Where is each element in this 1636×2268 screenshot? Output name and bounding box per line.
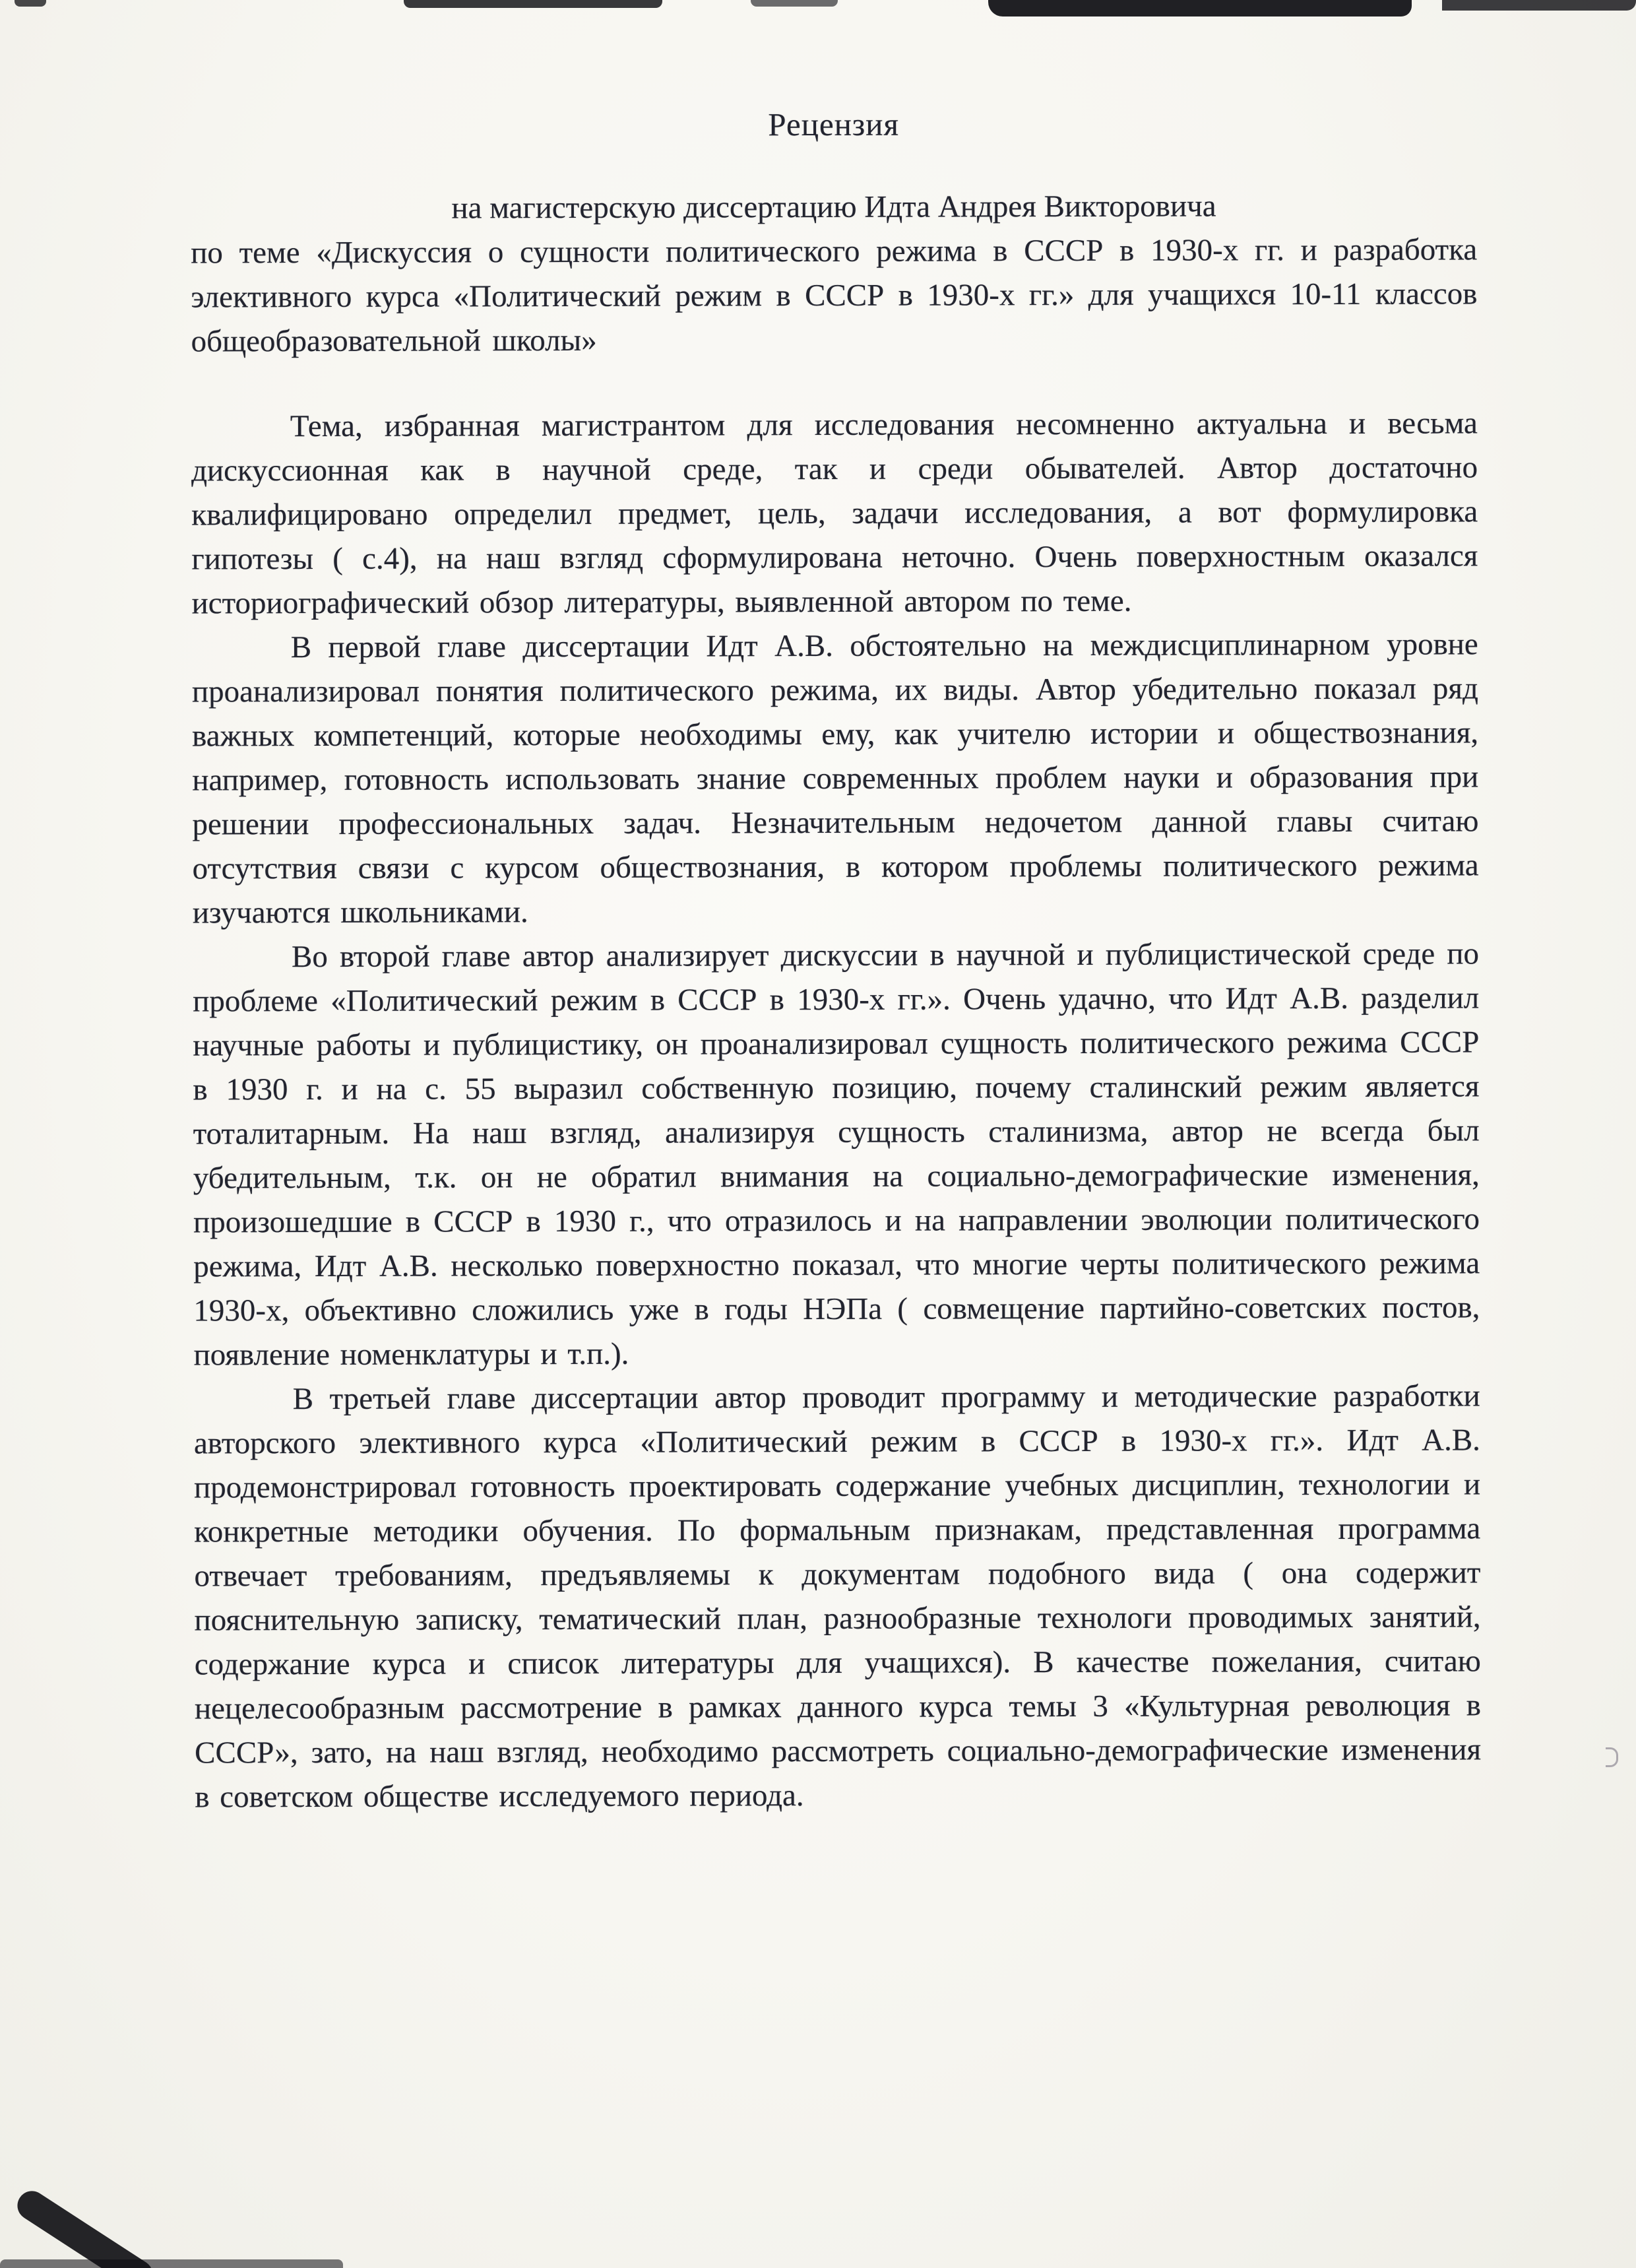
review-paragraph-3: Во второй главе автор анализирует дискуссии в научной и публицистической среде по проблеме «Политический режим в СССР в 1930-х гг.». Очень удачно, что Идт А.В. разделил научные работы и публицистику, он проанализировал сущность политического режима СССР в 1930 г. и на с. 55 выразил собственную позицию, почему сталинский режим является тоталитарным. На наш взгляд, анализируя сущность сталинизма, автор не всегда был убедительным, т.к. он не обратил внимания на социально-демографические изменения, произошедшие в СССР в 1930 г., что отразилось и на направлении эволюции политического режима, Идт А.В. несколько поверхностно показал, что многие черты политического режима 1930-х, объективно сложились уже в годы НЭПа ( совмещение партийно-советских постов, появление номенклатуры и т.п.). <box>193 936 1480 1373</box>
document-content <box>0 104 1636 1820</box>
review-paragraph-2: В первой главе диссертации Идт А.В. обстоятельно на междисциплинарном уровне проанализировал понятия политического режима, их виды. Автор убедительно показал ряд важных компетенций, которые необходимы ему, как учителю истории и обществознания, например, готовность использовать знание современных проблем науки и образования при решении профессиональных задач. Незначительным недочетом данной главы считаю отсутствия связи с курсом обществознания, в котором проблемы политического режима изучаются школьниками. <box>191 627 1479 930</box>
scan-smudge-top-left-dot <box>15 0 46 7</box>
scan-smudge-bottom-edge <box>0 2259 343 2268</box>
dedication-line: на магистерскую диссертацию Идта Андрея Викторовича <box>451 189 1216 226</box>
document-title: Рецензия <box>768 106 900 143</box>
review-paragraph-1: Тема, избранная магистрантом для исследования несомненно актуальна и весьма дискуссионная как в научной среде, так и среди обывателей. Автор достаточно квалифицировано определил предмет, цель, задачи исследования, а вот формулировка гипотезы ( с.4), на наш взгляд сформулирована неточно. Очень поверхностным оказался историографический обзор литературы, выявленной автором по теме. <box>191 406 1478 621</box>
scan-smudge-top-a <box>404 0 662 8</box>
thesis-topic-paragraph: по теме «Дискуссия о сущности политического режима в СССР в 1930-х гг. и разработка элективного курса «Политический режим в СССР в 1930-х гг.» для учащихся 10-11 классов общеобразовательной школы» <box>191 232 1478 359</box>
scan-mark-bottom-left <box>12 2186 158 2268</box>
scan-smudge-top-c <box>988 0 1412 16</box>
review-paragraph-4: В третьей главе диссертации автор проводит программу и методические разработки авторского элективного курса «Политический режим в СССР в 1930-х гг.». Идт А.В. продемонстрировал готовность проектировать содержание учебных дисциплин, технологии и конкретные методики обучения. По формальным признакам, представленная программа отвечает требованиям, предъявляемы к документам подобного вида ( она содержит пояснительную записку, тематический план, разнообразные технологи проводимых занятий, содержание курса и список литературы для учащихся). В качестве пожелания, считаю нецелесообразным рассмотрение в рамках данного курса темы 3 «Культурная революция в СССР», зато, на наш взгляд, необходимо рассмотреть социально-демографические изменения в советском обществе исследуемого периода. <box>193 1378 1482 1815</box>
scan-smudge-top-d <box>1442 0 1636 11</box>
scan-smudge-top-b <box>751 0 838 7</box>
